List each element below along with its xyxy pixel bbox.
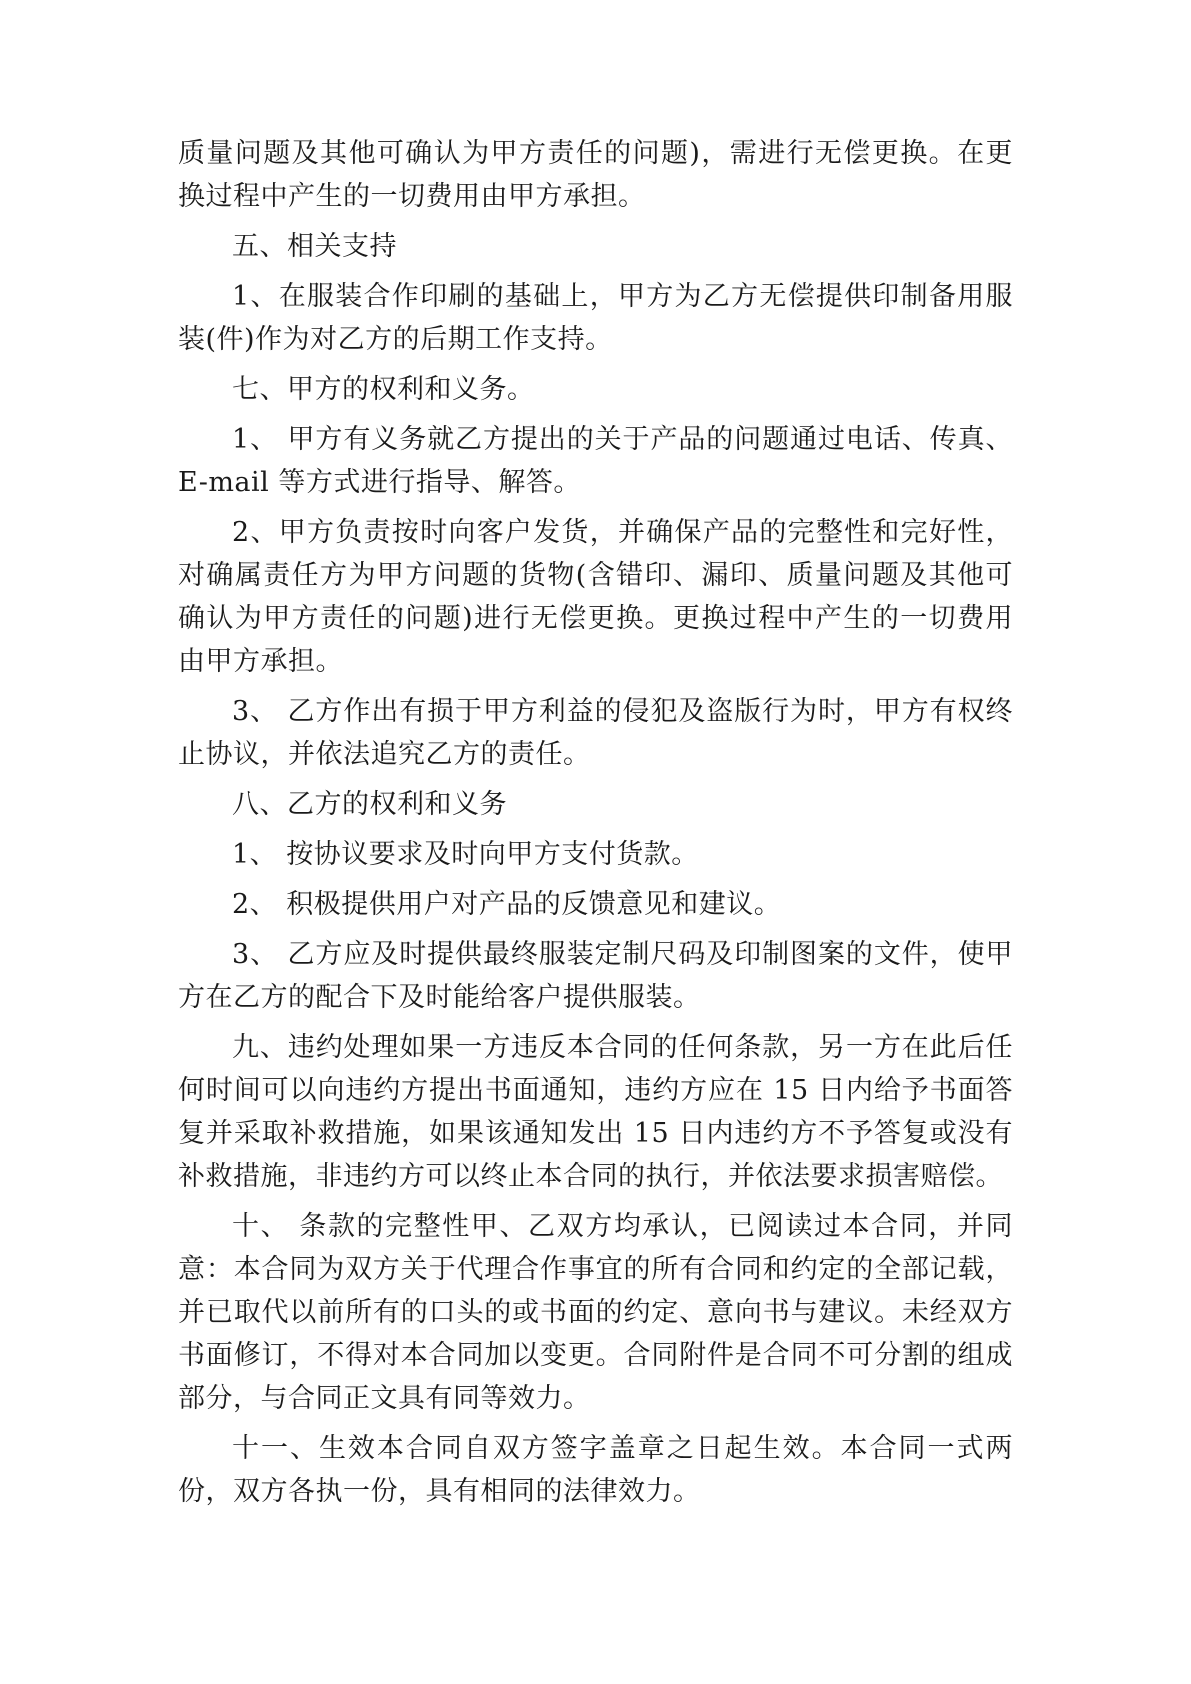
paragraph-support-1: 1、在服装合作印刷的基础上，甲方为乙方无偿提供印制备用服装(件)作为对乙方的后期工作支持。 [178,281,1013,355]
paragraph-party-a-1: 1、 甲方有义务就乙方提出的关于产品的问题通过电话、传真、E-mail 等方式进行指导、解答。 [178,424,1013,498]
section-effectiveness: 十一、生效本合同自双方签字盖章之日起生效。本合同一式两份，双方各执一份，具有相同的法律效力。 [178,1433,1013,1507]
section-heading-party-a-rights: 七、甲方的权利和义务。 [232,374,535,405]
section-clause-integrity: 十、 条款的完整性甲、乙双方均承认，已阅读过本合同，并同意：本合同为双方关于代理合作事宜的所有合同和约定的全部记载，并已取代以前所有的口头的或书面的约定、意向书与建议。未经双方书面修订，不得对本合同加以变更。合同附件是合同不可分割的组成部分，与合同正文具有同等效力。 [178,1211,1013,1414]
section-heading-party-b-rights: 八、乙方的权利和义务 [232,789,507,820]
document-page [178,132,1013,1520]
section-heading-support: 五、相关支持 [232,231,397,262]
paragraph-party-b-3: 3、 乙方应及时提供最终服装定制尺码及印制图案的文件，使甲方在乙方的配合下及时能给客户提供服装。 [178,939,1013,1013]
paragraph-party-b-1: 1、 按协议要求及时向甲方支付货款。 [232,839,699,870]
paragraph-party-a-3: 3、 乙方作出有损于甲方利益的侵犯及盗版行为时，甲方有权终止协议，并依法追究乙方的责任。 [178,696,1013,770]
paragraph-party-a-2: 2、甲方负责按时向客户发货，并确保产品的完整性和完好性，对确属责任方为甲方问题的货物(含错印、漏印、质量问题及其他可确认为甲方责任的问题)进行无偿更换。更换过程中产生的一切费用由甲方承担。 [178,517,1013,677]
paragraph-party-b-2: 2、 积极提供用户对产品的反馈意见和建议。 [232,889,782,920]
section-breach-handling: 九、违约处理如果一方违反本合同的任何条款，另一方在此后任何时间可以向违约方提出书面通知，违约方应在 15 日内给予书面答复并采取补救措施，如果该通知发出 15 日内违约方不予答复或没有补救措施，非违约方可以终止本合同的执行，并依法要求损害赔偿。 [178,1032,1013,1192]
paragraph-continuation: 质量问题及其他可确认为甲方责任的问题)，需进行无偿更换。在更换过程中产生的一切费用由甲方承担。 [178,138,1013,212]
